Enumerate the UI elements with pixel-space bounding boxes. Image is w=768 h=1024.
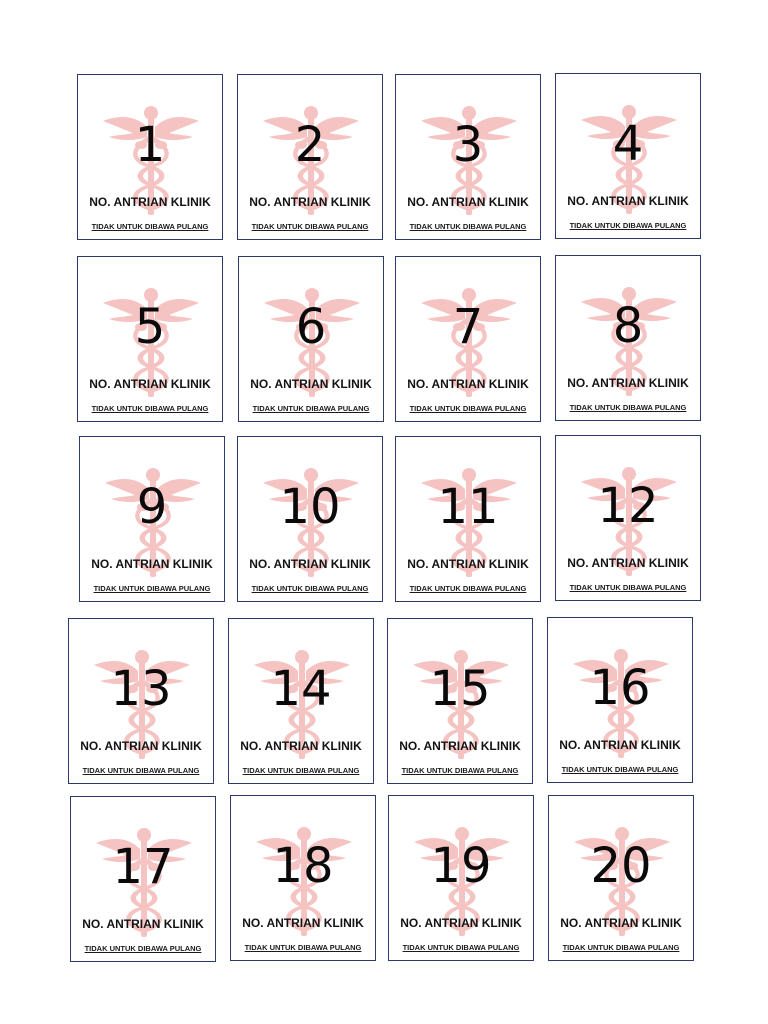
ticket-note: TIDAK UNTUK DIBAWA PULANG	[401, 766, 519, 775]
ticket-title: NO. ANTRIAN KLINIK	[249, 557, 371, 571]
queue-number: 5	[134, 299, 166, 355]
ticket-note: TIDAK UNTUK DIBAWA PULANG	[242, 766, 360, 775]
queue-ticket-card	[555, 435, 701, 601]
ticket-title: NO. ANTRIAN KLINIK	[250, 377, 372, 391]
queue-number: 9	[136, 479, 168, 535]
ticket-title: NO. ANTRIAN KLINIK	[407, 557, 529, 571]
ticket-title: NO. ANTRIAN KLINIK	[560, 916, 682, 930]
ticket-title: NO. ANTRIAN KLINIK	[89, 377, 211, 391]
queue-ticket-card	[555, 73, 701, 239]
ticket-note: TIDAK UNTUK DIBAWA PULANG	[93, 584, 211, 593]
queue-number: 18	[272, 838, 334, 894]
ticket-title: NO. ANTRIAN KLINIK	[559, 738, 681, 752]
queue-ticket-card	[228, 618, 374, 784]
queue-number: 14	[270, 661, 332, 717]
queue-ticket-card	[548, 795, 694, 961]
queue-ticket-card	[77, 74, 223, 240]
queue-ticket-card	[395, 436, 541, 602]
queue-number: 12	[597, 478, 659, 534]
ticket-note: TIDAK UNTUK DIBAWA PULANG	[251, 222, 369, 231]
ticket-title: NO. ANTRIAN KLINIK	[400, 916, 522, 930]
queue-ticket-card	[79, 436, 225, 602]
queue-ticket-card	[70, 796, 216, 962]
queue-number: 3	[452, 117, 484, 173]
ticket-note: TIDAK UNTUK DIBAWA PULANG	[84, 944, 202, 953]
ticket-title: NO. ANTRIAN KLINIK	[407, 195, 529, 209]
ticket-title: NO. ANTRIAN KLINIK	[89, 195, 211, 209]
ticket-note: TIDAK UNTUK DIBAWA PULANG	[569, 583, 687, 592]
queue-ticket-card	[555, 255, 701, 421]
queue-number: 2	[294, 117, 326, 173]
queue-ticket-card	[395, 256, 541, 422]
queue-number: 7	[452, 299, 484, 355]
ticket-title: NO. ANTRIAN KLINIK	[567, 194, 689, 208]
ticket-note: TIDAK UNTUK DIBAWA PULANG	[251, 584, 369, 593]
ticket-note: TIDAK UNTUK DIBAWA PULANG	[569, 221, 687, 230]
ticket-title: NO. ANTRIAN KLINIK	[82, 917, 204, 931]
queue-number: 8	[612, 298, 644, 354]
queue-ticket-card	[238, 256, 384, 422]
ticket-note: TIDAK UNTUK DIBAWA PULANG	[244, 943, 362, 952]
queue-number: 13	[110, 661, 172, 717]
queue-number: 15	[429, 661, 491, 717]
queue-ticket-card	[230, 795, 376, 961]
ticket-note: TIDAK UNTUK DIBAWA PULANG	[91, 222, 209, 231]
ticket-note: TIDAK UNTUK DIBAWA PULANG	[561, 765, 679, 774]
ticket-title: NO. ANTRIAN KLINIK	[567, 376, 689, 390]
queue-ticket-card	[68, 618, 214, 784]
queue-ticket-card	[237, 436, 383, 602]
queue-ticket-card	[77, 256, 223, 422]
ticket-note: TIDAK UNTUK DIBAWA PULANG	[409, 584, 527, 593]
queue-number: 1	[134, 117, 166, 173]
queue-ticket-card	[395, 74, 541, 240]
ticket-note: TIDAK UNTUK DIBAWA PULANG	[562, 943, 680, 952]
ticket-title: NO. ANTRIAN KLINIK	[249, 195, 371, 209]
queue-number: 16	[589, 660, 651, 716]
ticket-note: TIDAK UNTUK DIBAWA PULANG	[91, 404, 209, 413]
queue-number: 20	[590, 838, 652, 894]
ticket-note: TIDAK UNTUK DIBAWA PULANG	[409, 222, 527, 231]
queue-ticket-card	[237, 74, 383, 240]
queue-number: 6	[295, 299, 327, 355]
queue-number: 10	[279, 479, 341, 535]
ticket-title: NO. ANTRIAN KLINIK	[240, 739, 362, 753]
ticket-title: NO. ANTRIAN KLINIK	[91, 557, 213, 571]
ticket-note: TIDAK UNTUK DIBAWA PULANG	[402, 943, 520, 952]
ticket-note: TIDAK UNTUK DIBAWA PULANG	[409, 404, 527, 413]
ticket-title: NO. ANTRIAN KLINIK	[242, 916, 364, 930]
queue-number: 4	[612, 116, 644, 172]
queue-number: 11	[437, 479, 499, 535]
ticket-title: NO. ANTRIAN KLINIK	[399, 739, 521, 753]
ticket-title: NO. ANTRIAN KLINIK	[567, 556, 689, 570]
queue-number: 17	[112, 839, 174, 895]
ticket-title: NO. ANTRIAN KLINIK	[80, 739, 202, 753]
ticket-note: TIDAK UNTUK DIBAWA PULANG	[252, 404, 370, 413]
queue-ticket-card	[388, 795, 534, 961]
ticket-title: NO. ANTRIAN KLINIK	[407, 377, 529, 391]
queue-ticket-card	[547, 617, 693, 783]
ticket-note: TIDAK UNTUK DIBAWA PULANG	[569, 403, 687, 412]
queue-number: 19	[430, 838, 492, 894]
ticket-note: TIDAK UNTUK DIBAWA PULANG	[82, 766, 200, 775]
queue-ticket-card	[387, 618, 533, 784]
